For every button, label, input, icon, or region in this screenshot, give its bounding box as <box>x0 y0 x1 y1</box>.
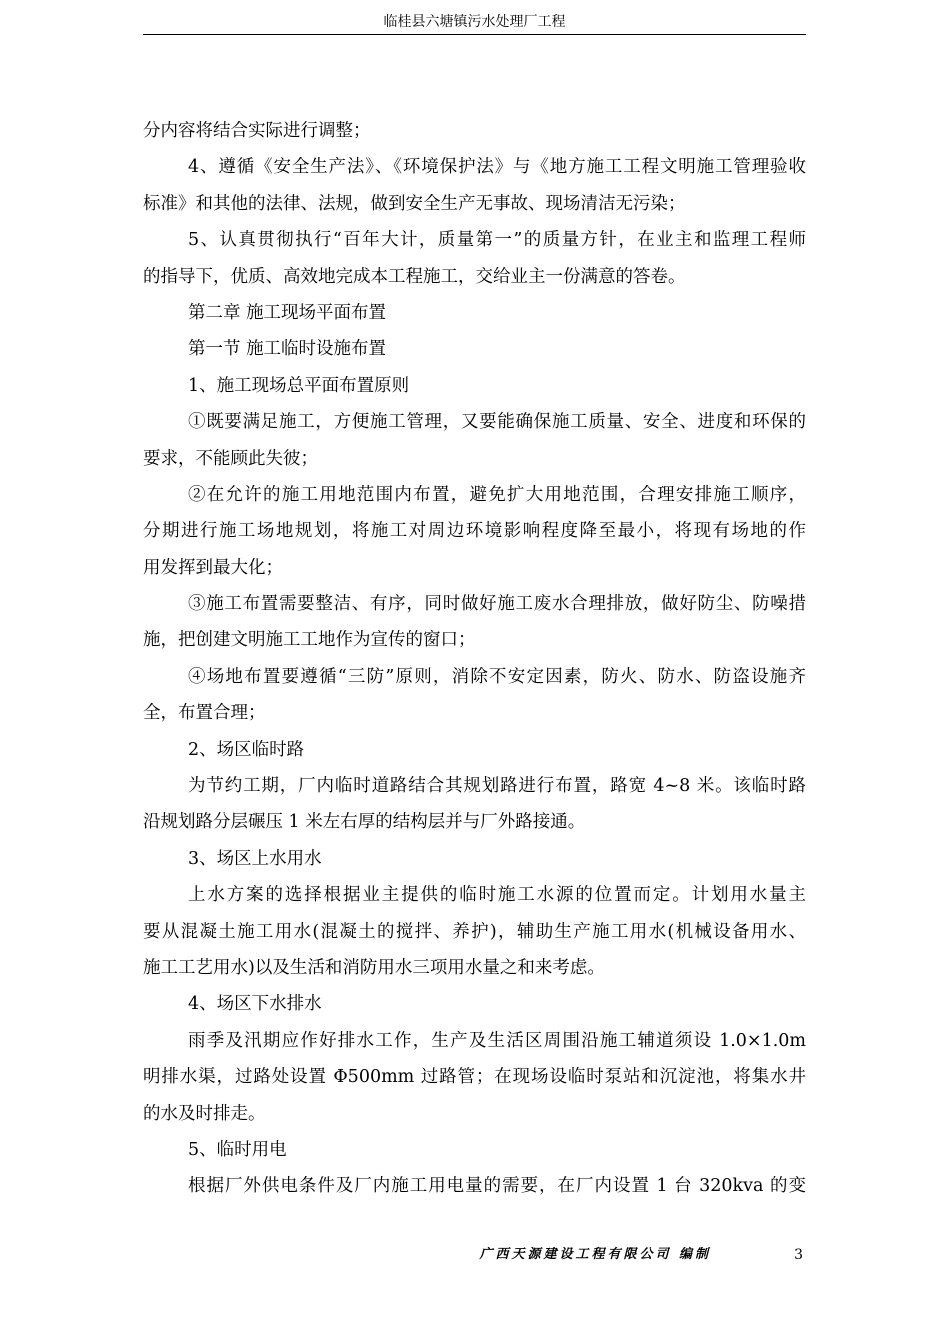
paragraph-line: ③施工布置需要整洁、有序，同时做好施工废水合理排放，做好防尘、防噪措 <box>188 594 806 615</box>
paragraph-line: 施，把创建文明施工工地作为宣传的窗口； <box>143 630 476 651</box>
paragraph-line: ②在允许的施工用地范围内布置，避免扩大用地范围，合理安排施工顺序， <box>188 484 806 505</box>
subsection-heading: 5、临时用电 <box>188 1139 287 1160</box>
subsection-heading: 4、场区下水排水 <box>188 994 322 1015</box>
page-number: 3 <box>794 1247 803 1263</box>
paragraph-line: 分内容将结合实际进行调整； <box>143 121 371 141</box>
paragraph-line: 分期进行施工场地规划，将施工对周边环境影响程度降至最小，将现有场地的作 <box>143 521 806 542</box>
paragraph-line: 施工工艺用水)以及生活和消防用水三项用水量之和来考虑。 <box>143 957 605 978</box>
paragraph-line: 要求，不能顾此失彼； <box>143 448 318 469</box>
paragraph-line: 要从混凝土施工用水(混凝土的搅拌、养护)，辅助生产施工用水(机械设备用水、 <box>143 921 806 942</box>
paragraph-line: 为节约工期，厂内临时道路结合其规划路进行布置，路宽 4~8 米。该临时路 <box>188 776 806 797</box>
paragraph-line: ①既要满足施工，方便施工管理，又要能确保施工质量、安全、进度和环保的 <box>188 412 806 433</box>
paragraph-line: 标准》和其他的法律、法规，做到安全生产无事故、现场清洁无污染； <box>143 193 686 214</box>
paragraph-line: 上水方案的选择根据业主提供的临时施工水源的位置而定。计划用水量主 <box>188 885 806 906</box>
paragraph-line: ④场地布置要遵循“三防”原则，消除不安定因素，防火、防水、防盗设施齐 <box>188 666 806 687</box>
paragraph-line: 的水及时排走。 <box>143 1103 266 1124</box>
page-header <box>143 12 806 35</box>
subsection-heading: 2、场区临时路 <box>188 739 305 760</box>
subsection-heading: 1、施工现场总平面布置原则 <box>188 375 410 396</box>
chapter-heading: 第二章 施工现场平面布置 <box>188 302 387 323</box>
footer-organization: 广西天源建设工程有限公司 编制 <box>479 1247 711 1262</box>
document-body <box>143 113 806 1205</box>
paragraph-line: 明排水渠，过路处设置 Φ500mm 过路管；在现场设临时泵站和沉淀池，将集水井 <box>143 1067 806 1088</box>
paragraph-line: 用发挥到最大化； <box>143 557 283 578</box>
subsection-heading: 3、场区上水用水 <box>188 848 322 869</box>
paragraph-line: 的指导下，优质、高效地完成本工程施工，交给业主一份满意的答卷。 <box>143 266 686 287</box>
paragraph-line: 全，布置合理； <box>143 703 266 724</box>
paragraph-line: 5、认真贯彻执行“百年大计，质量第一”的质量方针，在业主和监理工程师 <box>188 230 806 251</box>
paragraph-line: 根据厂外供电条件及厂内施工用电量的需要，在厂内设置 1 台 320kva 的变 <box>188 1176 806 1197</box>
paragraph-line: 4、遵循《安全生产法》、《环境保护法》与《地方施工工程文明施工管理验收 <box>188 157 806 178</box>
section-heading: 第一节 施工临时设施布置 <box>188 339 387 360</box>
paragraph-line: 沿规划路分层碾压 1 米左右厚的结构层并与厂外路接通。 <box>143 812 586 833</box>
document-title: 临桂县六塘镇污水处理厂工程 <box>383 14 566 30</box>
page-footer <box>143 1244 806 1266</box>
paragraph-line: 雨季及汛期应作好排水工作，生产及生活区周围沿施工辅道须设 1.0×1.0m <box>188 1030 806 1051</box>
